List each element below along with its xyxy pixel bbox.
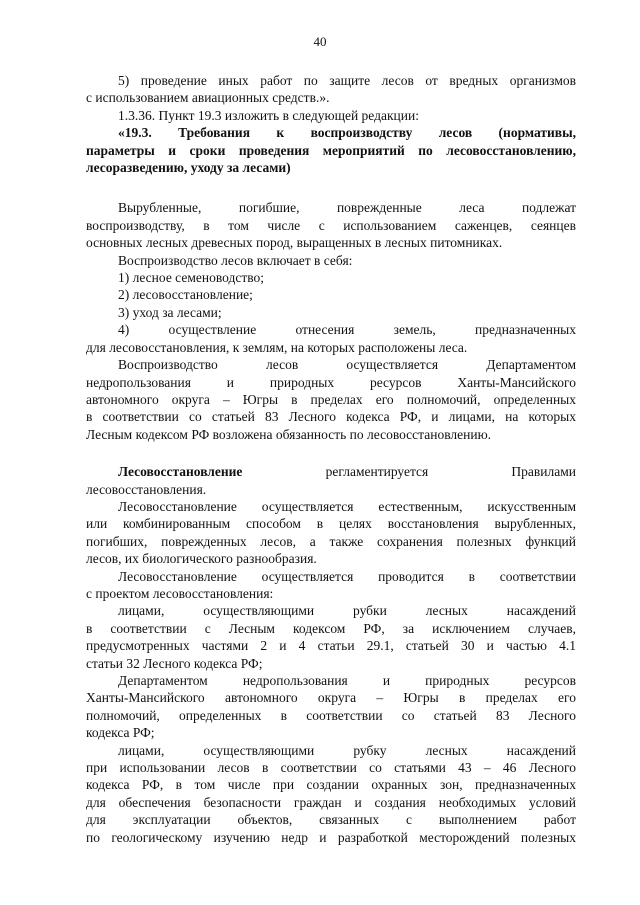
text-line: Воспроизводство лесов осуществляется Департаментом: [118, 357, 576, 373]
text-line: или комбинированным способом в целях восстановления вырубленных,: [86, 516, 576, 532]
text-line: предусмотренных частями 2 и 4 статьи 29.1, статьей 30 и частью 4.1: [86, 638, 576, 654]
text-line: с использованием авиационных средств.».: [86, 90, 330, 106]
text-line: по геологическому изучению недр и разработкой месторождений полезных: [86, 829, 576, 845]
section-heading-line: лесоразведению, уходу за лесами): [86, 160, 291, 176]
text-line: лицами, осуществляющими рубки лесных насаждений: [118, 603, 576, 619]
list-item: 4) осуществление отнесения земель, предназначенных: [118, 322, 576, 338]
text-line: лесовосстановления.: [86, 481, 207, 497]
text-line: кодекса РФ;: [86, 725, 155, 741]
text-line: в соответствии со статьей 83 Лесного кодекса РФ, и лицами, на которых: [86, 409, 576, 425]
text-line: лицами, осуществляющими рубку лесных насаждений: [118, 742, 576, 758]
list-item: 2) лесовосстановление;: [118, 287, 253, 303]
text-line: лесов, их биологического разнообразия.: [86, 551, 317, 567]
text-line: Лесовосстановление осуществляется проводится в соответствии: [118, 568, 576, 584]
text-line: для обеспечения безопасности граждан и создания необходимых условий: [86, 794, 576, 810]
bold-term: Лесовосстановление: [118, 464, 243, 480]
text-line: с проектом лесовосстановления:: [86, 585, 274, 601]
document-body: [86, 72, 576, 846]
text-line: недропользования и природных ресурсов Ханты-Мансийского: [86, 374, 576, 390]
text-line: основных лесных древесных пород, выращенных в лесных питомниках.: [86, 235, 503, 251]
text-line: погибших, поврежденных лесов, а также сохранения полезных функций: [86, 533, 576, 549]
section-heading-line: параметры и сроки проведения мероприятий по лесовосстановлению,: [86, 142, 576, 158]
text-line: статьи 32 Лесного кодекса РФ;: [86, 655, 263, 671]
text-line: Ханты-Мансийского автономного округа – Югры в пределах его: [86, 690, 576, 706]
text-line: в соответствии с Лесным кодексом РФ, за исключением случаев,: [86, 620, 576, 636]
text-line: воспроизводству, в том числе с использованием саженцев, сеянцев: [86, 217, 576, 233]
text-line: Воспроизводство лесов включает в себя:: [118, 252, 353, 268]
text-line: автономного округа – Югры в пределах его полномочий, определенных: [86, 391, 576, 407]
section-heading-line: «19.3. Требования к воспроизводству лесов (нормативы,: [118, 125, 576, 141]
list-item: 1) лесное семеноводство;: [118, 270, 265, 286]
text-line: Лесным кодексом РФ возложена обязанность по лесовосстановлению.: [86, 426, 492, 442]
text-line: при использовании лесов в соответствии со статьями 43 – 46 Лесного: [86, 760, 576, 776]
text-line: полномочий, определенных в соответствии со статьей 83 Лесного: [86, 707, 576, 723]
text-line: Департаментом недропользования и природных ресурсов: [118, 673, 576, 688]
text-line: 5) проведение иных работ по защите лесов от вредных организмов: [118, 73, 576, 88]
text-fragment: регламентируется Правилами: [242, 464, 576, 480]
page-number: 40: [313, 34, 327, 49]
text-line: 1.3.36. Пункт 19.3 изложить в следующей редакции:: [118, 107, 419, 123]
text-line: Лесовосстановление осуществляется естественным, искусственным: [118, 498, 576, 514]
text-line: для лесовосстановления, к землям, на которых расположены леса.: [86, 339, 468, 355]
text-line: [86, 463, 576, 480]
text-line: Вырубленные, погибшие, поврежденные леса подлежат: [118, 200, 576, 216]
list-item: 3) уход за лесами;: [118, 304, 222, 320]
text-line: кодекса РФ, в том числе при создании охранных зон, предназначенных: [86, 777, 576, 793]
text-line: для эксплуатации объектов, связанных с выполнением работ: [86, 812, 576, 828]
